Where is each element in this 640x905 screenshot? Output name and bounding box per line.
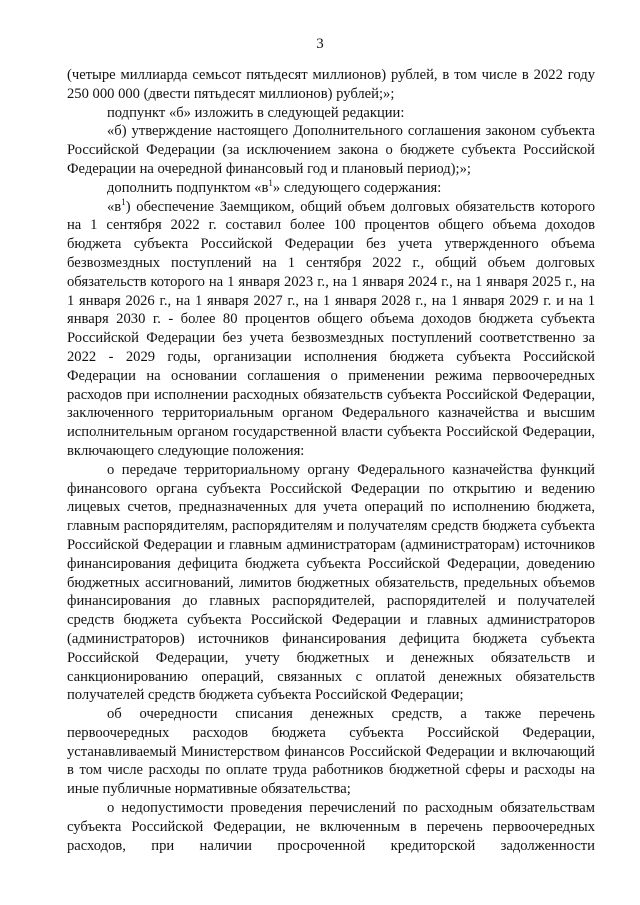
page-number: 3 bbox=[316, 36, 324, 52]
paragraph: о недопустимости проведения перечислений по расходным обязательствам субъекта Российской Федерации, не включенным в перечень первоочередных расходов, при наличии просроченной кредиторской задолженности bbox=[67, 800, 595, 854]
paragraph-text: » следующего содержания: bbox=[272, 179, 442, 196]
superscript: 1 bbox=[268, 177, 273, 188]
paragraph-text: ) обеспечение Заемщиком, общий объем долговых обязательств которого на 1 сентября 2022 г. составил более 100 процентов общего объема доходов бюджета субъекта Российской Федерации без учета утвержденного объема безвозмездных поступлений на 1 сентября 2022 г., общий объем долговых обязательств которого на 1 января 2023 г., на 1 января 2024 г., на 1 января 2025 г., на 1 января 2026 г., на 1 января 2027 г., на 1 января 2028 г., на 1 января 2029 г. и на 1 января 2030 г. - более 80 процентов общего объема доходов бюджета субъекта Российской Федерации без учета безвозмездных поступлений соответственно за 2022 - 2029 годы, организации исполнения бюджета субъекта Российской Федерации на основании соглашения о применении режима первоочередных расходов при исполнении расходных обязательств субъекта Российской Федерации, заключенного территориальным органом Федерального казначейства и высшим исполнительным органом государственной власти субъекта Российской Федерации, включающего следующие положения: bbox=[67, 198, 595, 459]
document-body bbox=[67, 66, 595, 855]
paragraph: подпункт «б» изложить в следующей редакции: bbox=[107, 104, 405, 121]
paragraph-text: «в bbox=[107, 198, 122, 215]
paragraph: о передаче территориальному органу Федерального казначейства функций финансового органа субъекта Российской Федерации по открытию и ведению лицевых счетов, предназначенных для учета операций по исполнению бюджета, главным распорядителям, распорядителям и получателям средств бюджета субъекта Российской Федерации и главным администраторам (администраторам) источников финансирования дефицита бюджета субъекта Российской Федерации, доведению бюджетных ассигнований, лимитов бюджетных обязательств, предельных объемов финансирования до главных распорядителей, распорядителей и получателей средств бюджета субъекта Российской Федерации и главных администраторов (администраторов) источников финансирования дефицита бюджета субъекта Российской Федерации, учету бюджетных и денежных обязательств и санкционированию операций, связанных с оплатой денежных обязательств получателей средств бюджета субъекта Российской Федерации; bbox=[67, 461, 595, 704]
paragraph: «б) утверждение настоящего Дополнительного соглашения законом субъекта Российской Федерации (за исключением закона о бюджете субъекта Российской Федерации на очередной финансовый год и плановый период);»; bbox=[67, 123, 595, 177]
superscript: 1 bbox=[121, 196, 126, 207]
paragraph bbox=[67, 198, 595, 461]
paragraph-text: дополнить подпунктом «в bbox=[107, 179, 269, 196]
paragraph: об очередности списания денежных средств, а также перечень первоочередных расходов бюджета субъекта Российской Федерации, устанавливаемый Министерством финансов Российской Федерации и включающий в том числе расходы по оплате труда работников бюджетной сферы и расходы на иные публичные нормативные обязательства; bbox=[67, 706, 595, 798]
paragraph: (четыре миллиарда семьсот пятьдесят миллионов) рублей, в том числе в 2022 году 250 000 000 (двести пятьдесят миллионов) рублей;»; bbox=[67, 67, 595, 102]
paragraph bbox=[67, 179, 595, 198]
